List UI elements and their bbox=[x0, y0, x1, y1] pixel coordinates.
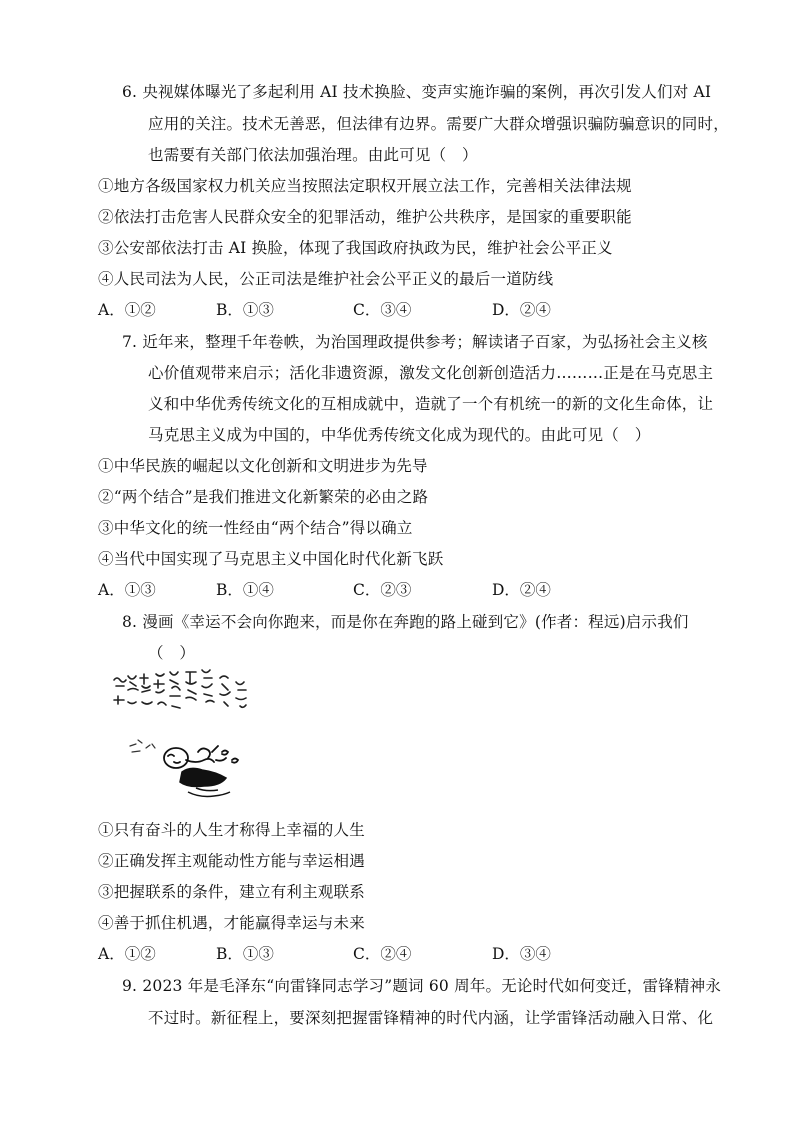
q7-answer-a: A．①③ bbox=[98, 581, 156, 599]
q6-stem-line-3: 也需要有关部门依法加强治理。由此可见（ ） bbox=[148, 146, 478, 164]
q8-option-2: ②正确发挥主观能动性方能与幸运相遇 bbox=[98, 852, 365, 870]
q7-option-1: ①中华民族的崛起以文化创新和文明进步为先导 bbox=[98, 457, 428, 475]
q7-option-3: ③中华文化的统一性经由“两个结合”得以确立 bbox=[98, 519, 413, 537]
q7-option-4: ④当代中国实现了马克思主义中国化时代化新飞跃 bbox=[98, 550, 444, 568]
q6-answer-d: D．②④ bbox=[492, 301, 551, 319]
cartoon-image bbox=[112, 668, 262, 804]
q6-option-3: ③公安部依法打击 AI 换脸，体现了我国政府执政为民，维护社会公平正义 bbox=[98, 239, 613, 257]
q9-stem-line-2: 不过时。新征程上，要深刻把握雷锋精神的时代内涵，让学雷锋活动融入日常、化 bbox=[148, 1009, 714, 1027]
q7-answer-c: C．②③ bbox=[353, 581, 412, 599]
q6-option-2: ②依法打击危害人民群众安全的犯罪活动，维护公共秩序，是国家的重要职能 bbox=[98, 208, 632, 226]
running-figure bbox=[164, 746, 238, 768]
q8-answer-d: D．③④ bbox=[492, 945, 551, 963]
q6-answer-c: C．③④ bbox=[353, 301, 412, 319]
q8-stem-line-1: 8. 漫画《幸运不会向你跑来，而是你在奔跑的路上碰到它》(作者：程远)启示我们 bbox=[122, 613, 689, 631]
q7-stem-line-4: 马克思主义成为中国的，中华优秀传统文化成为现代的。由此可见（ ） bbox=[148, 426, 651, 444]
q9-stem-line-1: 9. 2023 年是毛泽东“向雷锋同志学习”题词 60 周年。无论时代如何变迁，雷锋精神永 bbox=[122, 977, 722, 995]
q8-option-1: ①只有奋斗的人生才称得上幸福的人生 bbox=[98, 821, 365, 839]
q6-option-1: ①地方各级国家权力机关应当按照法定职权开展立法工作，完善相关法律法规 bbox=[98, 177, 632, 195]
q8-answer-b: B．①③ bbox=[216, 945, 274, 963]
running-legs bbox=[180, 768, 230, 796]
q8-stem-line-2: （ ） bbox=[148, 644, 196, 662]
cartoon-caption-scribble bbox=[114, 670, 246, 708]
motion-lines bbox=[130, 740, 155, 752]
q7-stem-line-3: 义和中华优秀传统文化的互相成就中，造就了一个有机统一的新的文化生命体，让 bbox=[148, 395, 714, 413]
q6-option-4: ④人民司法为人民，公正司法是维护社会公平正义的最后一道防线 bbox=[98, 270, 554, 288]
q6-answer-b: B．①③ bbox=[216, 301, 274, 319]
q8-answer-a: A．①② bbox=[98, 945, 156, 963]
q8-option-3: ③把握联系的条件，建立有利主观联系 bbox=[98, 883, 365, 901]
q6-stem-line-1: 6. 央视媒体曝光了多起利用 AI 技术换脸、变声实施诈骗的案例，再次引发人们对 AI bbox=[122, 83, 712, 101]
q7-option-2: ②“两个结合”是我们推进文化新繁荣的必由之路 bbox=[98, 488, 429, 506]
q7-stem-line-1: 7. 近年来，整理千年卷帙，为治国理政提供参考；解读诸子百家，为弘扬社会主义核 bbox=[122, 333, 708, 351]
q7-stem-line-2: 心价值观带来启示；活化非遗资源，激发文化创新创造活力………正是在马克思主 bbox=[148, 364, 714, 382]
q7-answer-b: B．①④ bbox=[216, 581, 274, 599]
q6-answer-a: A．①② bbox=[98, 301, 156, 319]
q8-option-4: ④善于抓住机遇，才能赢得幸运与未来 bbox=[98, 914, 365, 932]
q6-stem-line-2: 应用的关注。技术无善恶，但法律有边界。需要广大群众增强识骗防骗意识的同时， bbox=[148, 115, 729, 133]
q8-answer-c: C．②④ bbox=[353, 945, 412, 963]
q7-answer-d: D．②④ bbox=[492, 581, 551, 599]
